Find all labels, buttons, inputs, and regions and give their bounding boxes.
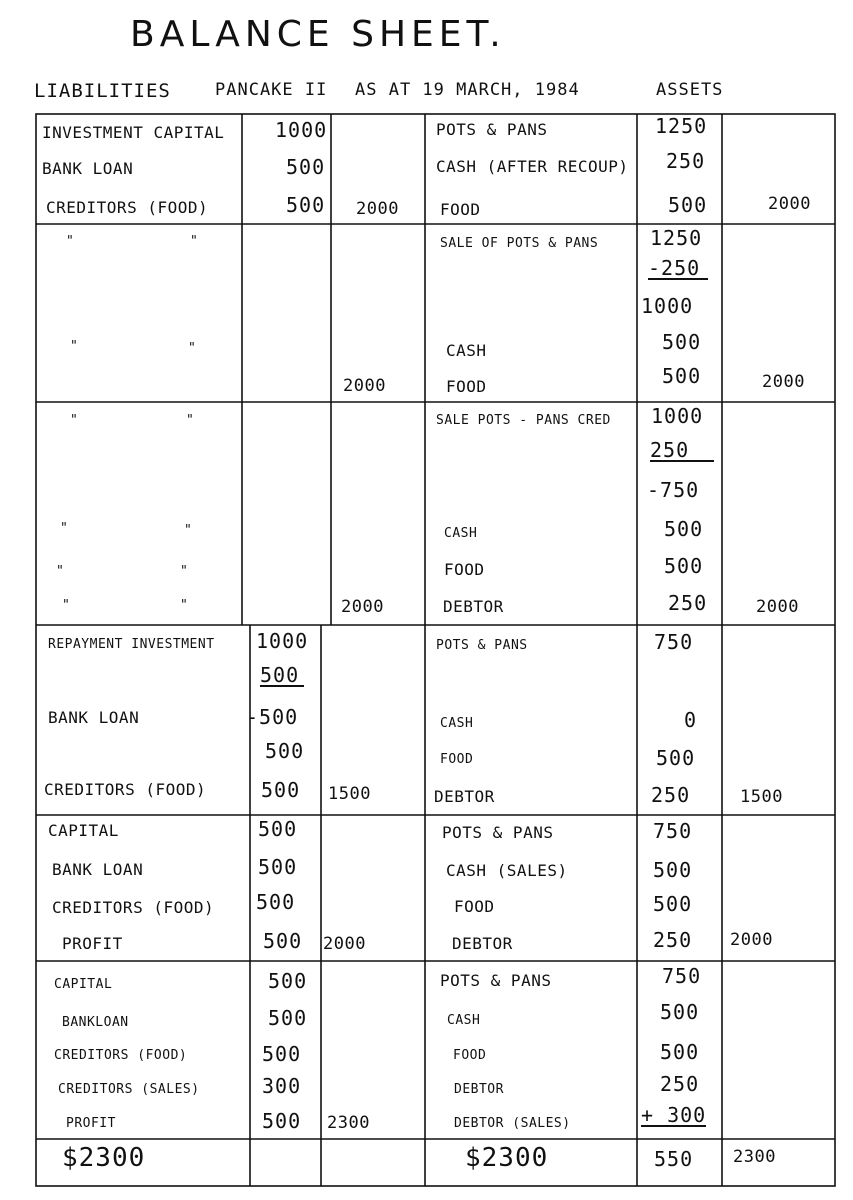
liability-label: CREDITORS (SALES) <box>58 1082 200 1097</box>
asset-label: FOOD <box>453 1048 487 1063</box>
liability-amount: 300 <box>262 1074 302 1098</box>
ditto-mark: " <box>62 598 71 613</box>
ditto-mark: " <box>184 523 193 538</box>
asset-amount: 500 <box>662 364 702 388</box>
asset-label: DEBTOR <box>434 787 495 806</box>
liability-label: CREDITORS (FOOD) <box>52 898 215 917</box>
ditto-mark: " <box>186 413 195 428</box>
liability-label: BANK LOAN <box>48 708 140 727</box>
asset-total: 2300 <box>733 1147 776 1167</box>
asset-amount: 500 <box>660 1000 700 1024</box>
liability-label: BANKLOAN <box>62 1015 129 1030</box>
asset-amount: 250 <box>653 928 693 952</box>
asset-amount: 500 <box>660 1040 700 1064</box>
asset-label: POTS & PANS <box>442 823 554 842</box>
liability-amount: 500 <box>262 1109 302 1133</box>
liability-total: 2000 <box>323 934 366 954</box>
asset-amount: 500 <box>664 554 704 578</box>
asset-label: FOOD <box>454 897 495 916</box>
asset-amount: 500 <box>653 892 693 916</box>
liability-amount: 500 <box>286 193 326 217</box>
liability-total: 2300 <box>327 1113 370 1133</box>
asset-amount: -250 <box>648 259 708 280</box>
asset-amount: 250 <box>660 1072 700 1096</box>
asset-total: 2000 <box>756 597 799 617</box>
asset-amount: 750 <box>654 630 694 654</box>
asset-amount: 1000 <box>651 404 704 428</box>
asset-label: CASH <box>447 1013 481 1028</box>
liability-amount: 500 <box>268 969 308 993</box>
date-heading: AS AT 19 MARCH, 1984 <box>355 80 580 100</box>
liability-label: CAPITAL <box>54 977 113 992</box>
asset-amount: 750 <box>662 964 702 988</box>
liability-label: CREDITORS (FOOD) <box>44 780 207 799</box>
asset-label: CASH <box>446 341 487 360</box>
ditto-mark: " <box>188 341 197 356</box>
asset-amount: -750 <box>647 478 700 502</box>
liability-amount: 1000 <box>256 629 309 653</box>
asset-total: 2000 <box>730 930 773 950</box>
asset-amount: 500 <box>656 746 696 770</box>
asset-amount: 1000 <box>641 294 694 318</box>
liability-total: 2000 <box>341 597 384 617</box>
asset-amount: 250 <box>668 591 708 615</box>
liability-amount: 1000 <box>275 118 328 142</box>
ditto-mark: " <box>60 521 69 536</box>
liability-amount: 500 <box>265 739 305 763</box>
asset-amount: 1250 <box>650 226 703 250</box>
asset-label: CASH (AFTER RECOUP) <box>436 157 629 176</box>
asset-total: 2000 <box>762 372 805 392</box>
liabilities-grand-total: $2300 <box>62 1143 146 1173</box>
asset-amount: + 300 <box>641 1103 707 1127</box>
ditto-mark: " <box>70 339 79 354</box>
liability-label: INVESTMENT CAPITAL <box>42 123 225 142</box>
ditto-mark: " <box>56 564 65 579</box>
asset-amount: 500 <box>653 858 693 882</box>
liability-amount: 500 <box>286 155 326 179</box>
assets-grand-total: $2300 <box>465 1143 549 1173</box>
liability-amount: 500 <box>256 890 296 914</box>
asset-subtotal: 550 <box>654 1147 694 1171</box>
asset-amount: 250 <box>650 441 714 462</box>
liability-amount: -500 <box>246 705 299 729</box>
ditto-mark: " <box>70 413 79 428</box>
asset-label: CASH <box>444 526 478 541</box>
liability-total: 2000 <box>343 376 386 396</box>
asset-label: DEBTOR <box>454 1082 504 1097</box>
asset-label: POTS & PANS <box>436 120 548 139</box>
asset-amount: 250 <box>651 783 691 807</box>
liability-amount: 500 <box>261 778 301 802</box>
asset-label: CASH <box>440 716 474 731</box>
asset-amount: 250 <box>666 149 706 173</box>
asset-label: SALE POTS - PANS CRED <box>436 413 611 428</box>
asset-label: POTS & PANS <box>440 971 552 990</box>
liability-label: CAPITAL <box>48 821 119 840</box>
ditto-mark: " <box>66 234 75 249</box>
asset-label: SALE OF POTS & PANS <box>440 236 599 251</box>
liability-label: REPAYMENT INVESTMENT <box>48 637 215 652</box>
asset-label: FOOD <box>440 200 481 219</box>
assets-heading: ASSETS <box>656 80 724 100</box>
liability-label: BANK LOAN <box>42 159 134 178</box>
asset-amount: 1250 <box>655 114 708 138</box>
asset-amount: 0 <box>684 708 698 732</box>
liability-label: PROFIT <box>62 934 123 953</box>
liability-label: CREDITORS (FOOD) <box>54 1048 188 1063</box>
liability-amount: 500 <box>260 666 304 687</box>
liabilities-heading: LIABILITIES <box>34 80 171 102</box>
asset-amount: 500 <box>664 517 704 541</box>
asset-label: DEBTOR <box>443 597 504 616</box>
asset-label: FOOD <box>444 560 485 579</box>
asset-amount: 500 <box>668 193 708 217</box>
asset-label: POTS & PANS <box>436 638 528 653</box>
asset-amount: 750 <box>653 819 693 843</box>
ditto-mark: " <box>190 234 199 249</box>
asset-label: FOOD <box>446 377 487 396</box>
asset-amount: 500 <box>662 330 702 354</box>
liability-label: PROFIT <box>66 1116 116 1131</box>
liability-amount: 500 <box>268 1006 308 1030</box>
asset-label: DEBTOR (SALES) <box>454 1116 571 1131</box>
asset-label: DEBTOR <box>452 934 513 953</box>
page-title: BALANCE SHEET. <box>130 14 506 55</box>
asset-total: 1500 <box>740 787 783 807</box>
asset-total: 2000 <box>768 194 811 214</box>
ditto-mark: " <box>180 598 189 613</box>
ditto-mark: " <box>180 564 189 579</box>
liability-amount: 500 <box>258 855 298 879</box>
subject-heading: PANCAKE II <box>215 80 328 100</box>
liability-total: 2000 <box>356 199 399 219</box>
liability-amount: 500 <box>262 1042 302 1066</box>
asset-label: CASH (SALES) <box>446 861 568 880</box>
liability-label: CREDITORS (FOOD) <box>46 198 209 217</box>
asset-label: FOOD <box>440 752 474 767</box>
liability-total: 1500 <box>328 784 371 804</box>
liability-amount: 500 <box>263 929 303 953</box>
liability-label: BANK LOAN <box>52 860 144 879</box>
liability-amount: 500 <box>258 817 298 841</box>
